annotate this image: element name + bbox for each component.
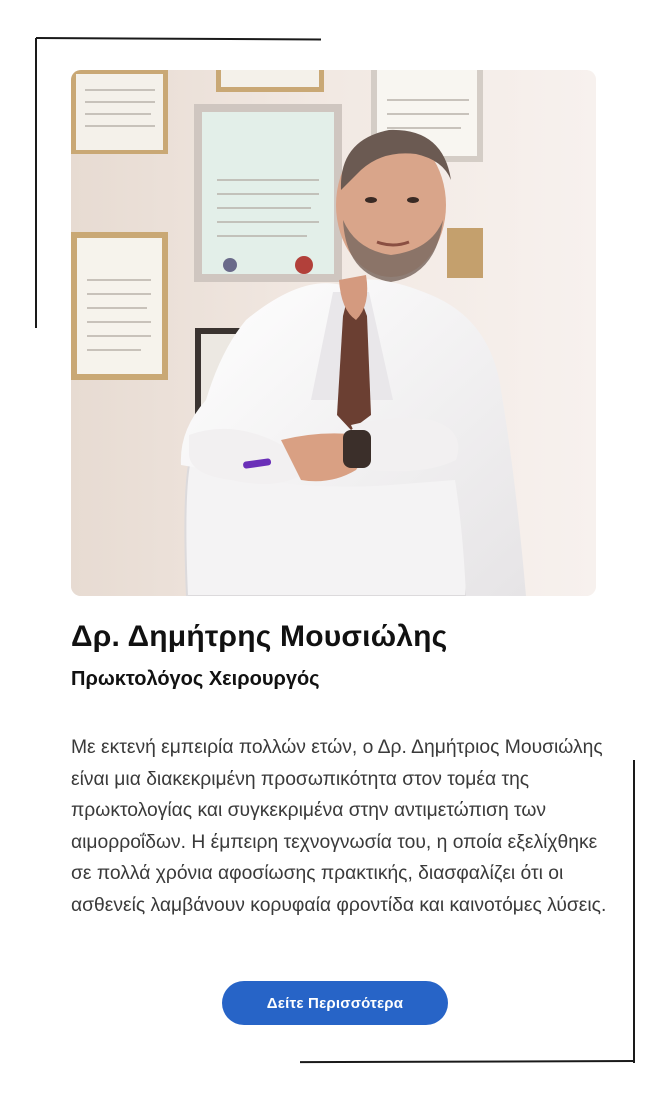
doctor-photo: [71, 70, 596, 596]
see-more-button[interactable]: Δείτε Περισσότερα: [222, 981, 448, 1025]
doctor-bio: Με εκτενή εμπειρία πολλών ετών, ο Δρ. Δημήτριος Μουσιώλης είναι μια διακεκριμένη προσωπικότητα στον τομέα της πρωκτολογίας και συγκεκριμένα στην αντιμετώπιση των αιμορροΐδων. Η έμπειρη τεχνογνωσία του, η οποία εξελίχθηκε σε πολλά χρόνια αφοσίωσης πρακτικής, διασφαλίζει ότι οι ασθενείς λαμβάνουν κορυφαία φροντίδα και καινοτόμες λύσεις.: [71, 737, 607, 916]
doctor-specialty: Πρωκτολόγος Χειρουργός: [71, 668, 320, 690]
frame-left-line: [35, 38, 37, 328]
frame-bottom-line: [300, 1060, 635, 1063]
doctor-name: Δρ. Δημήτρης Μουσιώλης: [71, 620, 448, 653]
doctor-portrait-illustration: [71, 70, 596, 596]
frame-top-line: [36, 37, 321, 40]
frame-right-line: [633, 760, 635, 1063]
watch: [343, 430, 371, 468]
